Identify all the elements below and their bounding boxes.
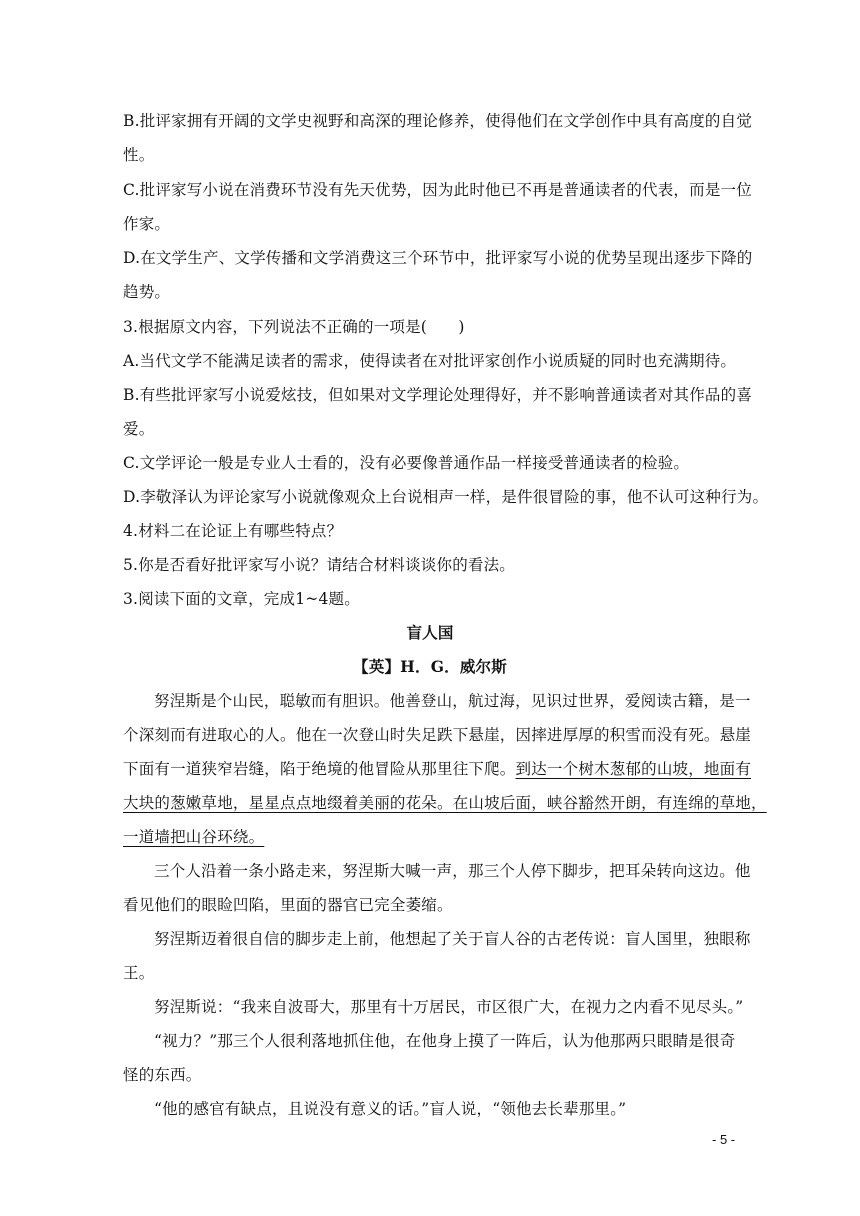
question-3-option-a: A.当代文学不能满足读者的需求，使得读者在对批评家创作小说质疑的同时也充满期待。 xyxy=(123,352,737,370)
paragraph-1-line-3 xyxy=(123,759,752,779)
story-author: 【英】H．G．威尔斯 xyxy=(353,657,507,676)
question-3-option-b-line-1: B.有些批评家写小说爱炫技，但如果对文学理论处理得好，并不影响普通读者对其作品的喜 xyxy=(123,386,753,404)
question-4: 4.材料二在论证上有哪些特点？ xyxy=(123,522,343,540)
paragraph-6: “他的感官有缺点，且说没有意义的话。”盲人说，“领他去长辈那里。” xyxy=(154,1100,627,1118)
paragraph-1-underlined-text: 到达一个树木葱郁的山坡，地面有 xyxy=(515,760,752,778)
paragraph-5-line-2: 怪的东西。 xyxy=(123,1066,202,1084)
question-3-option-b-line-2: 爱。 xyxy=(123,420,155,438)
option-b-line-2: 性。 xyxy=(123,146,155,164)
page-number: - 5 - xyxy=(712,1132,736,1147)
option-c-line-1: C.批评家写小说在消费环节没有先天优势，因为此时他已不再是普通读者的代表，而是一位 xyxy=(123,181,752,199)
paragraph-2-line-2: 看见他们的眼睑凹陷，里面的器官已完全萎缩。 xyxy=(123,896,453,914)
paragraph-1-line-1: 努涅斯是个山民，聪敏而有胆识。他善登山，航过海，见识过世界，爱阅读古籍，是一 xyxy=(154,692,751,710)
paragraph-3-line-1: 努涅斯迈着很自信的脚步走上前，他想起了关于盲人谷的古老传说：盲人国里，独眼称 xyxy=(154,930,751,948)
question-3-stem: 3.根据原文内容，下列说法不正确的一项是( ) xyxy=(123,318,465,336)
option-b-line-1: B.批评家拥有开阔的文学史视野和高深的理论修养，使得他们在文学创作中具有高度的自觉 xyxy=(123,112,753,130)
paragraph-1-line-5-underlined: 一道墙把山谷环绕。 xyxy=(123,828,265,846)
paragraph-1-line-2: 个深刻而有进取心的人。他在一次登山时失足跌下悬崖，因摔进厚厚的积雪而没有死。悬崖 xyxy=(123,726,752,744)
paragraph-1-line-4-underlined: 大块的葱嫩草地，星星点点地缀着美丽的花朵。在山坡后面，峡谷豁然开朗，有连绵的草地， xyxy=(123,794,767,812)
option-d-line-1: D.在文学生产、文学传播和文学消费这三个环节中，批评家写小说的优势呈现出逐步下降的 xyxy=(123,249,753,267)
option-c-line-2: 作家。 xyxy=(123,215,171,233)
paragraph-1-plain-text: 下面有一道狭窄岩缝，陷于绝境的他冒险从那里往下爬。 xyxy=(123,760,516,778)
paragraph-5-line-1: “视力？”那三个人很利落地抓住他，在他身上摸了一阵后，认为他那两只眼睛是很奇 xyxy=(154,1032,736,1050)
story-title: 盲人国 xyxy=(406,623,454,642)
paragraph-3-line-2: 王。 xyxy=(123,964,155,982)
paragraph-4: 努涅斯说：“我来自波哥大，那里有十万居民，市区很广大，在视力之内看不见尽头。” xyxy=(154,998,744,1016)
section-3-instruction: 3.阅读下面的文章，完成1~4题。 xyxy=(123,590,360,608)
paragraph-2-line-1: 三个人沿着一条小路走来，努涅斯大喊一声，那三个人停下脚步，把耳朵转向这边。他 xyxy=(154,862,751,880)
question-3-option-c: C.文学评论一般是专业人士看的，没有必要像普通作品一样接受普通读者的检验。 xyxy=(123,454,690,472)
question-3-option-d: D.李敬泽认为评论家写小说就像观众上台说相声一样，是件很冒险的事，他不认可这种行为。 xyxy=(123,488,769,506)
option-d-line-2: 趋势。 xyxy=(123,283,171,301)
question-5: 5.你是否看好批评家写小说？请结合材料谈谈你的看法。 xyxy=(123,556,515,574)
